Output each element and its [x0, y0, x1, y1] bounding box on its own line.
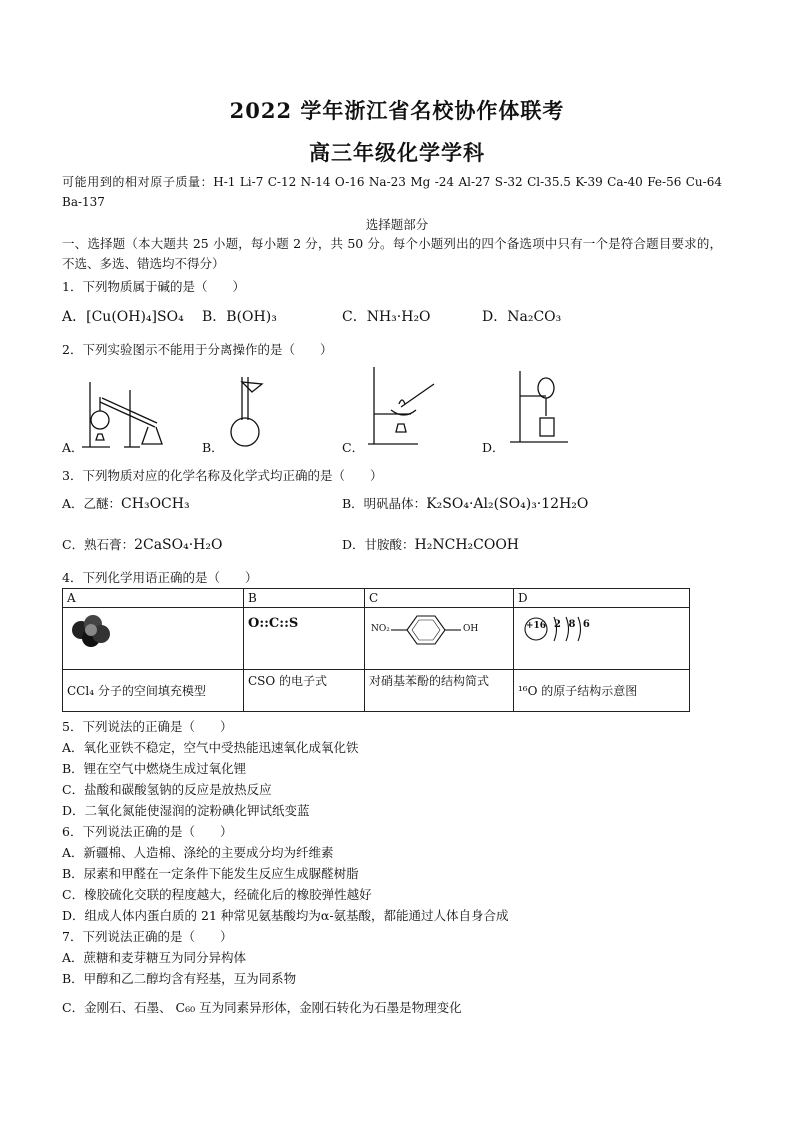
hydroxyl-group-label: OH: [463, 624, 479, 634]
section-instructions: 一、选择题（本大题共 25 小题，每小题 2 分，共 50 分。每个小题列出的四个备选项中只有一个是符合题目要求的，不选、多选、错选均不得分）: [62, 236, 722, 271]
q1-option-c: [342, 306, 431, 326]
q6-option-d: D．组成人体内蛋白质的 21 种常见氨基酸均为α-氨基酸，都能通过人体自身合成: [62, 908, 509, 923]
q6-option-b: B．尿素和甲醛在一定条件下能发生反应生成脲醛树脂: [62, 866, 359, 881]
nucleus-charge: +16: [526, 621, 547, 631]
q7-option-a: A．蔗糖和麦芽糖互为同分异构体: [62, 950, 247, 965]
atomic-masses: 可能用到的相对原子质量：H-1 Li-7 C-12 N-14 O-16 Na-23 Mg -24 Al-27 S-32 Cl-35.5 K-39 Ca-40 Fe-56 Cu-64 Ba-137: [62, 175, 722, 209]
q7-stem: 7．下列说法正确的是（ ）: [62, 929, 233, 944]
q5-option-b: B．锂在空气中燃烧生成过氧化锂: [62, 761, 247, 776]
electron-shells: 2 8 6: [554, 619, 592, 630]
q4-image-c: [365, 608, 514, 670]
q3-a-label: A．乙醚：: [62, 496, 122, 511]
space-filling-model-icon: [67, 610, 117, 652]
q5-option-d: D．二氧化氮能使湿润的淀粉碘化钾试纸变蓝: [62, 803, 310, 818]
q3-option-d: [342, 535, 519, 553]
q4-header-d: D: [514, 589, 690, 608]
q1-option-a: [62, 306, 184, 326]
q4-caption-a: CCl₄ 分子的空间填充模型: [63, 670, 244, 712]
q1-c-formula: NH₃·H₂O: [366, 309, 431, 325]
q1-option-b: [202, 306, 277, 326]
electron-formula-cso: O::C::S: [248, 616, 299, 631]
q3-d-label: D．甘胺酸：: [342, 537, 415, 552]
q2-stem: 2．下列实验图示不能用于分离操作的是（ ）: [62, 342, 333, 357]
distillation-apparatus-icon: [80, 372, 170, 452]
q2-label-c: C．: [342, 440, 365, 455]
q5-option-c: C．盐酸和碳酸氢钠的反应是放热反应: [62, 782, 272, 797]
q4-header-b: B: [244, 589, 365, 608]
q7-option-b: B．甲醇和乙二醇均含有羟基，互为同系物: [62, 971, 297, 986]
q4-caption-d: ¹⁶O 的原子结构示意图: [514, 670, 690, 712]
q2-label-b: B．: [202, 440, 224, 455]
q6-option-c: C．橡胶硫化交联的程度越大，经硫化后的橡胶弹性越好: [62, 887, 372, 902]
q6-option-a: A．新疆棉、人造棉、涤纶的主要成分均为纤维素: [62, 845, 334, 860]
q1-stem: 1．下列物质属于碱的是（ ）: [62, 279, 245, 294]
q3-c-formula: 2CaSO₄·H₂O: [134, 537, 223, 553]
q3-b-formula: K₂SO₄·Al₂(SO₄)₃·12H₂O: [426, 496, 589, 512]
volumetric-flask-icon: [222, 372, 272, 452]
q3-stem: 3．下列物质对应的化学名称及化学式均正确的是（ ）: [62, 468, 383, 483]
q6-stem: 6．下列说法正确的是（ ）: [62, 824, 233, 839]
q2-label-d: D．: [482, 440, 505, 455]
q3-option-b: [342, 494, 588, 512]
q4-image-d: [514, 608, 690, 670]
q4-header-c: C: [365, 589, 514, 608]
q4-caption-c: 对硝基苯酚的结构简式: [365, 670, 514, 712]
nitro-group-label: NO₂: [371, 624, 390, 634]
q3-c-label: C．熟石膏：: [62, 537, 135, 552]
section-title: 选择题部分: [365, 217, 429, 232]
q1-b-label: B．: [202, 309, 227, 325]
separatory-funnel-icon: [506, 366, 576, 452]
q1-d-formula: Na₂CO₃: [507, 309, 562, 325]
q3-option-c: [62, 535, 222, 553]
q5-option-a: A．氧化亚铁不稳定，空气中受热能迅速氧化成氧化铁: [62, 740, 359, 755]
evaporation-apparatus-icon: [366, 362, 446, 452]
exam-title: 2022 学年浙江省名校协作体联考: [229, 98, 565, 123]
q1-c-label: C．: [342, 309, 367, 325]
q3-d-formula: H₂NCH₂COOH: [414, 537, 520, 553]
q4-table: [62, 588, 690, 712]
q3-b-label: B．明矾晶体：: [342, 496, 427, 511]
q4-caption-b: CSO 的电子式: [244, 670, 365, 712]
q1-a-formula: [Cu(OH)₄]SO₄: [86, 309, 184, 325]
q4-header-a: A: [63, 589, 244, 608]
q1-a-label: A．: [62, 309, 87, 325]
q4-image-b: [244, 608, 365, 670]
q4-stem: 4．下列化学用语正确的是（ ）: [62, 570, 258, 585]
q4-image-a: [63, 608, 244, 670]
q7-option-c: C．金刚石、石墨、 C₆₀ 互为同素异形体，金刚石转化为石墨是物理变化: [62, 1000, 462, 1015]
q3-a-formula: CH₃OCH₃: [121, 496, 190, 512]
q1-option-d: [482, 306, 561, 326]
q5-stem: 5．下列说法的正确是（ ）: [62, 719, 233, 734]
q3-option-a: [62, 494, 190, 512]
q1-d-label: D．: [482, 309, 508, 325]
q1-b-formula: B(OH)₃: [226, 309, 277, 325]
q2-label-a: A．: [62, 440, 84, 455]
benzene-ring-icon: [391, 610, 463, 654]
exam-subtitle: 高三年级化学学科: [309, 140, 485, 165]
